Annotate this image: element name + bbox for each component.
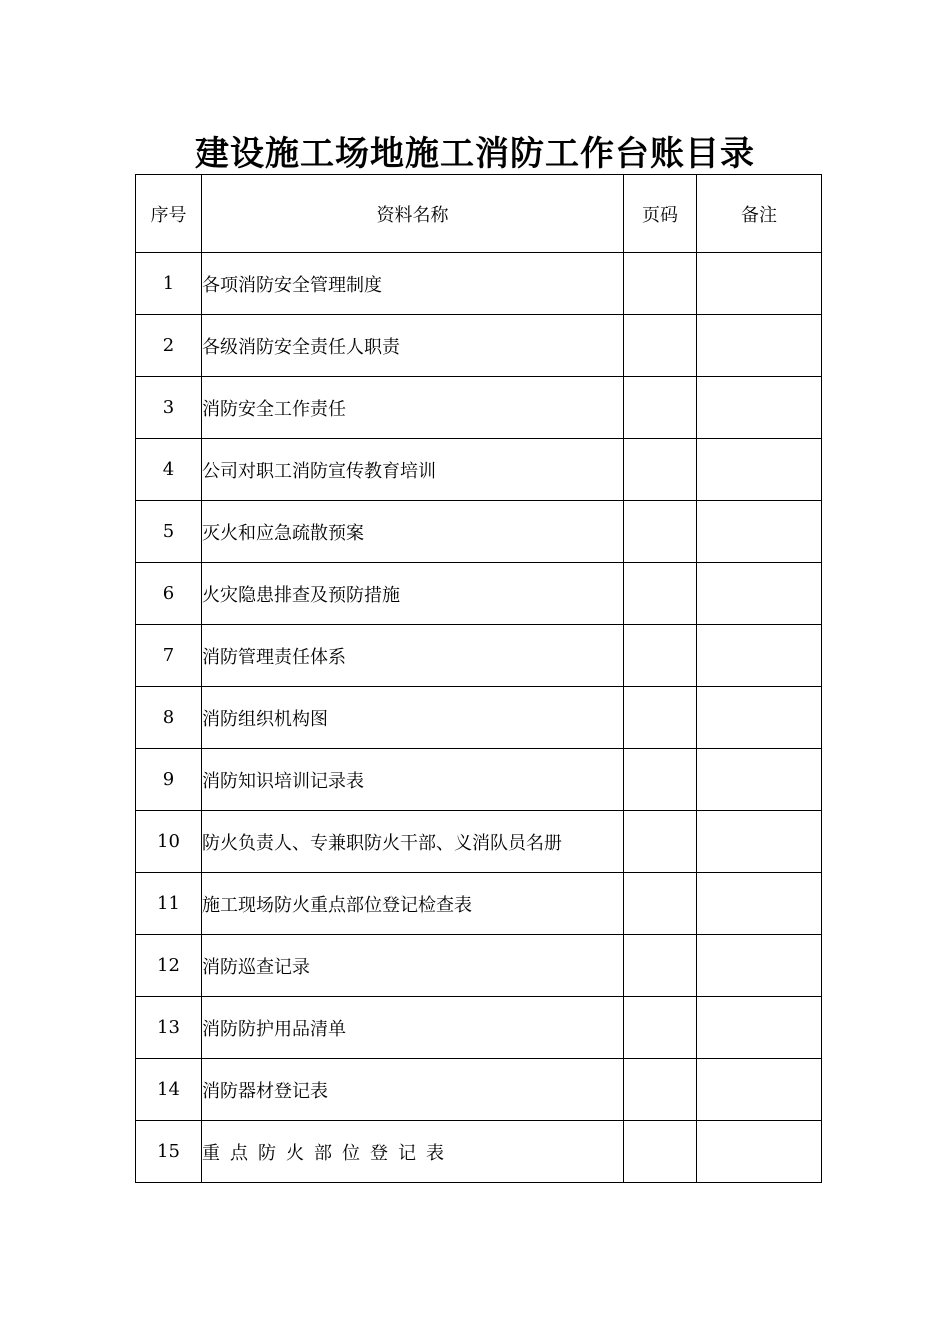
row-name: 消防安全工作责任 [202,377,624,439]
row-page [624,873,697,935]
row-remark [697,1059,822,1121]
row-name: 消防巡查记录 [202,935,624,997]
row-name: 公司对职工消防宣传教育培训 [202,439,624,501]
row-page [624,625,697,687]
row-name: 防火负责人、专兼职防火干部、义消队员名册 [202,811,624,873]
row-remark [697,873,822,935]
row-name: 消防防护用品清单 [202,997,624,1059]
row-index: 12 [136,935,202,997]
row-page [624,563,697,625]
row-remark [697,625,822,687]
row-index: 2 [136,315,202,377]
header-row [136,175,822,253]
header-page: 页码 [624,175,697,253]
row-page [624,501,697,563]
row-page [624,935,697,997]
row-remark [697,253,822,315]
row-remark [697,563,822,625]
row-page [624,1059,697,1121]
row-remark [697,749,822,811]
row-index: 15 [136,1121,202,1183]
table-row [136,439,822,501]
document-title: 建设施工场地施工消防工作台账目录 [195,134,755,174]
row-name: 消防器材登记表 [202,1059,624,1121]
row-index: 14 [136,1059,202,1121]
row-index: 13 [136,997,202,1059]
row-name: 消防组织机构图 [202,687,624,749]
row-page [624,749,697,811]
row-index: 7 [136,625,202,687]
row-index: 6 [136,563,202,625]
table-row [136,997,822,1059]
row-remark [697,377,822,439]
row-index: 5 [136,501,202,563]
table-row [136,315,822,377]
table-row [136,749,822,811]
table-row [136,1121,822,1183]
table-row [136,377,822,439]
row-page [624,439,697,501]
table-row [136,1059,822,1121]
row-page [624,377,697,439]
row-remark [697,1121,822,1183]
header-name: 资料名称 [202,175,624,253]
row-remark [697,935,822,997]
row-index: 10 [136,811,202,873]
row-name: 消防知识培训记录表 [202,749,624,811]
table-row [136,811,822,873]
row-name: 各项消防安全管理制度 [202,253,624,315]
row-page [624,253,697,315]
row-name: 各级消防安全责任人职责 [202,315,624,377]
row-name: 施工现场防火重点部位登记检查表 [202,873,624,935]
row-remark [697,687,822,749]
table-row [136,253,822,315]
row-index: 11 [136,873,202,935]
header-index: 序号 [136,175,202,253]
row-remark [697,315,822,377]
row-page [624,687,697,749]
ledger-table [135,174,822,1183]
row-page [624,997,697,1059]
row-remark [697,439,822,501]
row-page [624,1121,697,1183]
row-page [624,315,697,377]
row-index: 4 [136,439,202,501]
row-index: 9 [136,749,202,811]
row-index: 3 [136,377,202,439]
row-remark [697,811,822,873]
row-name: 重点防火部位登记表 [202,1121,624,1183]
table-row [136,873,822,935]
row-remark [697,501,822,563]
row-name: 消防管理责任体系 [202,625,624,687]
table-row [136,501,822,563]
row-remark [697,997,822,1059]
row-name: 火灾隐患排查及预防措施 [202,563,624,625]
table-row [136,625,822,687]
header-remark: 备注 [697,175,822,253]
row-index: 8 [136,687,202,749]
row-page [624,811,697,873]
row-name: 灭火和应急疏散预案 [202,501,624,563]
table-row [136,687,822,749]
table-row [136,935,822,997]
table-row [136,563,822,625]
row-index: 1 [136,253,202,315]
